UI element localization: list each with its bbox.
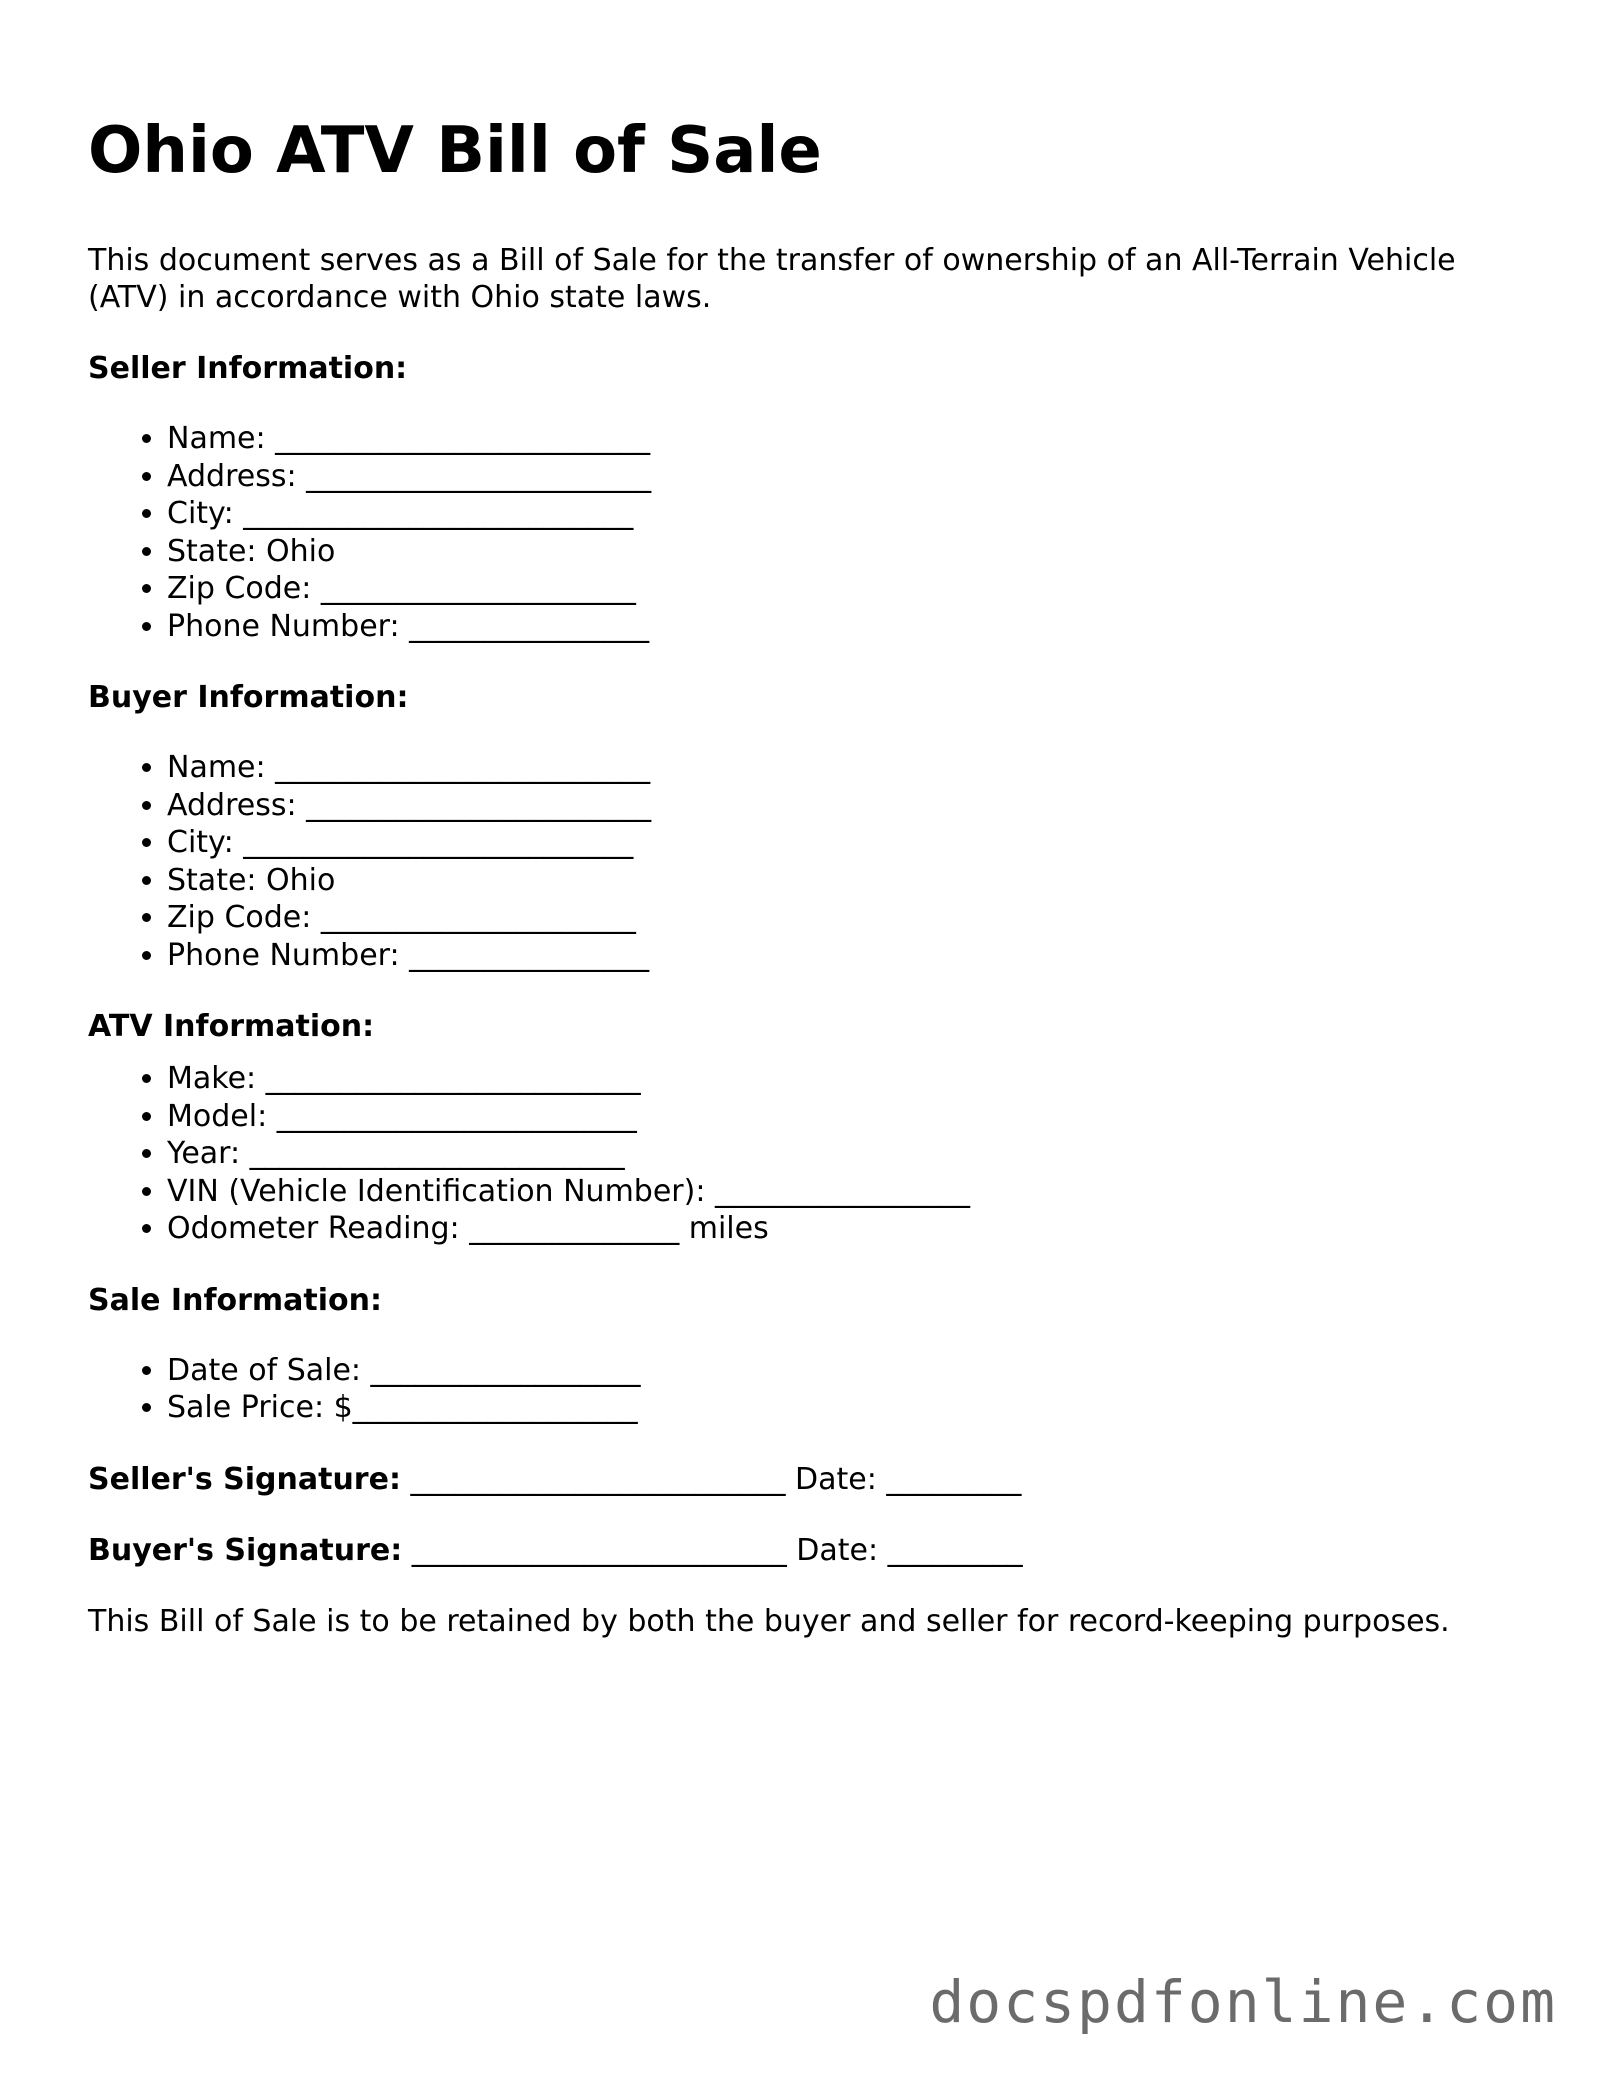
buyer-zip-field: • Zip Code: _____________________ — [167, 899, 1528, 937]
seller-zip-field: • Zip Code: _____________________ — [167, 570, 1528, 608]
buyer-signature-line — [88, 1532, 1528, 1569]
seller-signature-blank: _________________________ Date: _________ — [400, 1461, 1022, 1497]
atv-model-field: • Model: ________________________ — [167, 1098, 1528, 1136]
sale-heading: Sale Information: — [88, 1282, 382, 1318]
seller-name-field: • Name: _________________________ — [167, 420, 1528, 458]
atv-fields-list — [88, 1060, 1528, 1248]
seller-heading: Seller Information: — [88, 351, 408, 386]
atv-make-field: • Make: _________________________ — [167, 1060, 1528, 1098]
retention-note: This Bill of Sale is to be retained by both the buyer and seller for record-keeping purposes. — [88, 1603, 1450, 1639]
seller-fields-list — [88, 420, 1528, 645]
seller-city-field: • City: __________________________ — [167, 495, 1528, 533]
watermark-text: docspdfonline.com — [929, 1968, 1557, 2036]
buyer-phone-field: • Phone Number: ________________ — [167, 937, 1528, 975]
buyer-heading: Buyer Information: — [88, 680, 409, 715]
intro-paragraph: This document serves as a Bill of Sale for the transfer of ownership of an All-Terrain Vehicle (ATV) in accordance with Ohio state laws. — [88, 243, 1456, 315]
buyer-address-field: • Address: _______________________ — [167, 787, 1528, 825]
sale-price-field: • Sale Price: $___________________ — [167, 1389, 1528, 1427]
buyer-state-field: • State: Ohio — [167, 862, 1528, 900]
buyer-city-field: • City: __________________________ — [167, 824, 1528, 862]
atv-odometer-field: • Odometer Reading: ______________ miles — [167, 1210, 1528, 1248]
document-page — [88, 112, 1528, 1640]
seller-signature-label: Seller's Signature: — [88, 1461, 401, 1497]
sale-date-field: • Date of Sale: __________________ — [167, 1352, 1528, 1390]
document-title: Ohio ATV Bill of Sale — [88, 114, 822, 188]
buyer-signature-blank: _________________________ Date: _________ — [402, 1532, 1023, 1568]
seller-phone-field: • Phone Number: ________________ — [167, 608, 1528, 646]
seller-signature-line — [88, 1461, 1528, 1498]
atv-heading: ATV Information: — [88, 1009, 375, 1044]
atv-year-field: • Year: _________________________ — [167, 1135, 1528, 1173]
buyer-signature-label: Buyer's Signature: — [88, 1532, 403, 1568]
seller-state-field: • State: Ohio — [167, 533, 1528, 571]
buyer-name-field: • Name: _________________________ — [167, 749, 1528, 787]
buyer-fields-list — [88, 749, 1528, 974]
atv-vin-field: • VIN (Vehicle Identification Number): _________________ — [167, 1173, 1528, 1211]
seller-address-field: • Address: _______________________ — [167, 458, 1528, 496]
sale-fields-list — [88, 1352, 1528, 1427]
